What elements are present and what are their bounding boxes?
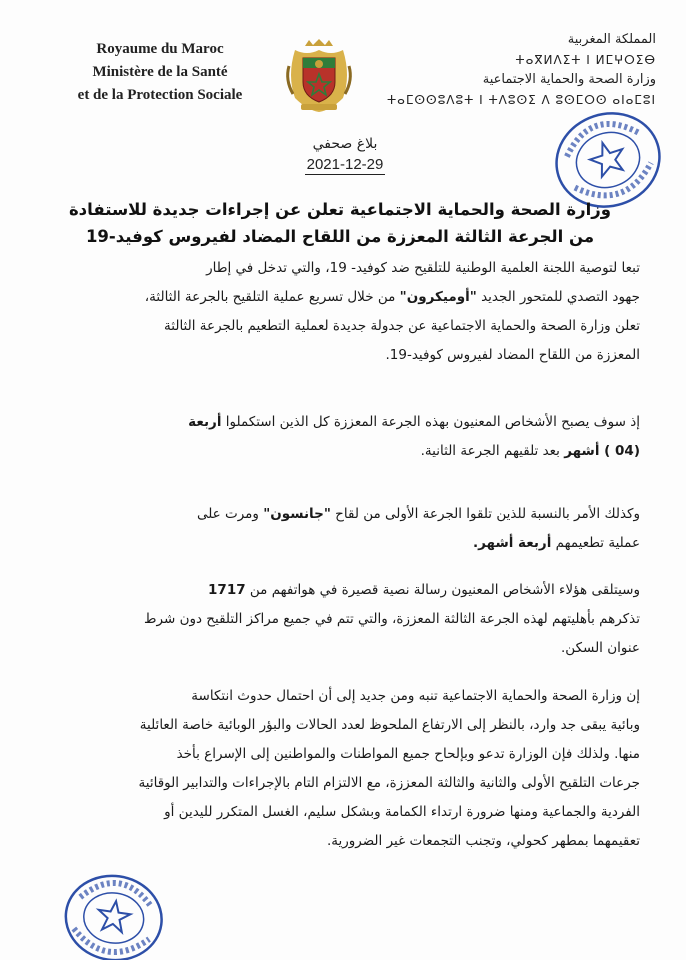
p1-line-1: تبعا لتوصية اللجنة العلمية الوطنية للتلقيح ضد كوفيد- 19، والتي تدخل في إطار — [206, 260, 640, 276]
p5-line-3: منها. ولذلك فإن الوزارة تدعو وبإلحاح جميع المواطنات والمواطنين إلى الإسراع بأخذ — [176, 746, 640, 762]
p1-line-2-c: من خلال تسريع عملية التلقيح بالجرعة الثالثة، — [144, 289, 400, 305]
title-line-1: وزارة الصحة والحماية الاجتماعية تعلن عن إجراءات جديدة للاستفادة — [68, 200, 612, 219]
header-tfng-kingdom: ⵜⴰⴳⵍⴷⵉⵜ ⵏ ⵍⵎⵖⵔⵉⴱ — [515, 53, 656, 67]
p2-line-1 — [60, 408, 640, 437]
p2-line-2-b: بعد تلقيهم الجرعة الثانية. — [420, 443, 565, 459]
paragraph-3 — [60, 500, 640, 558]
header-tfng-ministry: ⵜⴰⵎⵙⵙⵓⴷⵓⵜ ⵏ ⵜⴷⵓⵙⵉ ⴷ ⵓⵙⵎⵔⵙ ⴰⵏⴰⵎⵓⵏ — [386, 93, 656, 107]
p3-johnson: "جانسون" — [263, 506, 331, 522]
p4-sms-number: 1717 — [208, 582, 246, 598]
paragraph-1 — [60, 254, 640, 370]
p2-four-months: (04 ) أشهر — [564, 443, 640, 459]
p1-line-2-a: جهود التصدي للمتحور الجديد — [476, 289, 640, 305]
paragraph-2 — [60, 408, 640, 466]
ministry-stamp-bottom-icon — [58, 866, 170, 960]
press-label: بلاغ صحفي — [312, 136, 378, 152]
p5-line-4: جرعات التلقيح الأولى والثانية والثالثة المعززة، مع الالتزام التام بالإجراءات والتدابير الوقائية — [138, 775, 640, 791]
p4-line-1 — [60, 576, 640, 605]
p1-line-4: المعززة من اللقاح المضاد لفيروس كوفيد-19. — [385, 347, 640, 363]
header-fr-ministry: Ministère de la Santé — [92, 64, 228, 80]
p5-line-5: الفردية والجماعية ومنها ضرورة ارتداء الكمامة وبشكل سليم، الغسل المتكرر لليدين أو — [164, 804, 640, 820]
p4-line-2: تذكرهم بأهليتهم لهذه الجرعة الثالثة المعززة، والتي تتم في جميع مراكز التلقيح دون شرط — [144, 611, 640, 627]
header-french — [40, 38, 280, 107]
paragraph-5 — [60, 682, 640, 856]
p3-line-1-a: وكذلك الأمر بالنسبة للذين تلقوا الجرعة الأولى من لقاح — [330, 506, 640, 522]
title-line-2: من الجرعة الثالثة المعززة من اللقاح المضاد لفيروس كوفيد-19 — [85, 227, 595, 246]
p5-line-6: تعقيمهما بمطهر كحولي، وتجنب التجمعات غير الضرورية. — [326, 833, 640, 849]
paragraph-4 — [60, 576, 640, 663]
p5-line-1: إن وزارة الصحة والحماية الاجتماعية تنبه ومن جديد إلى أن احتمال حدوث انتكاسة — [191, 688, 640, 704]
header-ar-ministry: وزارة الصحة والحماية الاجتماعية — [482, 72, 656, 87]
p5-line-2: وبائية يبقى جد وارد، بالنظر إلى الارتفاع الملحوظ لعدد الحالات والبؤر الوبائية خاصة العائلية — [139, 717, 640, 733]
header-fr-kingdom: Royaume du Maroc — [96, 41, 224, 57]
press-header — [290, 136, 400, 175]
p2-four: أربعة — [188, 414, 222, 430]
p3-four-months: أربعة أشهر. — [473, 535, 552, 551]
p3-line-1 — [60, 500, 640, 529]
p1-line-3: تعلن وزارة الصحة والحماية الاجتماعية عن جدولة جديدة لعملية التطعيم بالجرعة الثالثة — [164, 318, 640, 334]
p4-line-3: عنوان السكن. — [561, 640, 640, 656]
p2-line-2 — [60, 437, 640, 466]
p3-line-2 — [60, 529, 640, 558]
coat-of-arms-icon — [283, 36, 355, 114]
p4-line-1-a: وسيتلقى هؤلاء الأشخاص المعنيون رسالة نصية قصيرة في هواتفهم من — [245, 582, 640, 598]
p1-line-2 — [60, 283, 640, 312]
p3-line-2-a: عملية تطعيمهم — [551, 535, 640, 551]
header-fr-protection: et de la Protection Sociale — [77, 87, 243, 103]
header-arabic — [366, 30, 656, 110]
p2-line-1-a: إذ سوف يصبح الأشخاص المعنيون بهذه الجرعة المعززة كل الذين استكملوا — [221, 414, 640, 430]
press-date: 2021-12-29 — [306, 156, 384, 173]
p3-line-1-c: ومرت على — [196, 506, 264, 522]
p1-omicron: "أوميكرون" — [399, 289, 477, 305]
page-title — [60, 196, 620, 250]
header-ar-kingdom: المملكة المغربية — [567, 32, 656, 47]
